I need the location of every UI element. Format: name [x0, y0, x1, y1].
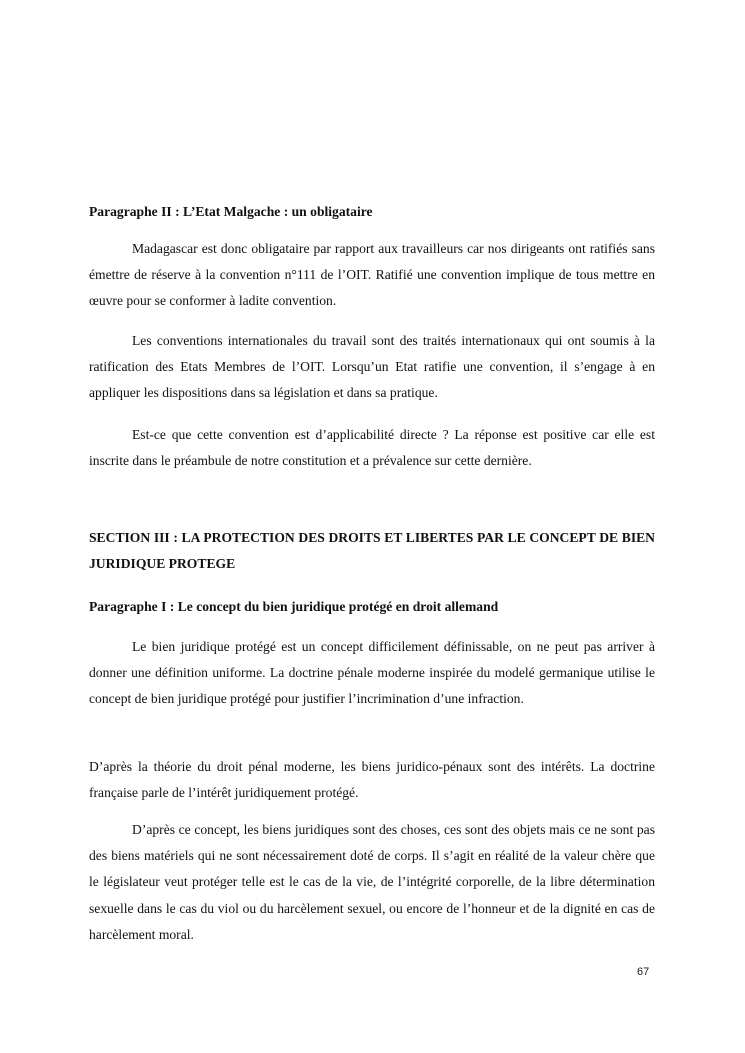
paragraph-2-text-3: Est-ce que cette convention est d’applicabilité directe ? La réponse est positive car elle est inscrite dans le préambule de notre constitution et a prévalence sur cette dernière.: [89, 427, 655, 469]
paragraph-1-text-1: Le bien juridique protégé est un concept difficilement définissable, on ne peut pas arriver à donner une définition uniforme. La doctrine pénale moderne inspirée du modelé germanique utilise le concept de bien juridique protégé pour justifier l’incrimination d’une infraction.: [89, 639, 655, 707]
paragraph-1-text-3: D’après ce concept, les biens juridiques sont des choses, ces sont des objets mais ce ne sont pas des biens matériels qui ne sont nécessairement doté de corps. Il s’agit en réalité de la valeur chère que le législateur veut protéger telle est le cas de la vie, de l’intégrité corporelle, de la libre détermination sexuelle dans le cas du viol ou du harcèlement sexuel, ou encore de l’honneur et de la dignité en cas de harcèlement moral.: [89, 822, 655, 942]
paragraph-1-text-2: D’après la théorie du droit pénal moderne, les biens juridico-pénaux sont des intérêts. La doctrine française parle de l’intérêt juridiquement protégé.: [89, 759, 655, 801]
paragraph-1-heading: Paragraphe I : Le concept du bien juridique protégé en droit allemand: [89, 599, 499, 614]
section-3-heading: SECTION III : LA PROTECTION DES DROITS ET LIBERTES PAR LE CONCEPT DE BIEN JURIDIQUE PROTEGE: [89, 530, 655, 571]
paragraph-2-text-1: Madagascar est donc obligataire par rapport aux travailleurs car nos dirigeants ont ratifiés sans émettre de réserve à la convention n°111 de l’OIT. Ratifié une convention implique de tous mettre en œuvre pour se conformer à ladite convention.: [89, 241, 655, 309]
page-number: 67: [637, 966, 650, 978]
paragraph-2-text-2: Les conventions internationales du travail sont des traités internationaux qui ont soumis à la ratification des Etats Membres de l’OIT. Lorsqu’un Etat ratifie une convention, il s’engage à en appliquer les dispositions dans sa législation et dans sa pratique.: [89, 333, 655, 401]
paragraph-2-heading: Paragraphe II : L’Etat Malgache : un obligataire: [89, 204, 373, 219]
